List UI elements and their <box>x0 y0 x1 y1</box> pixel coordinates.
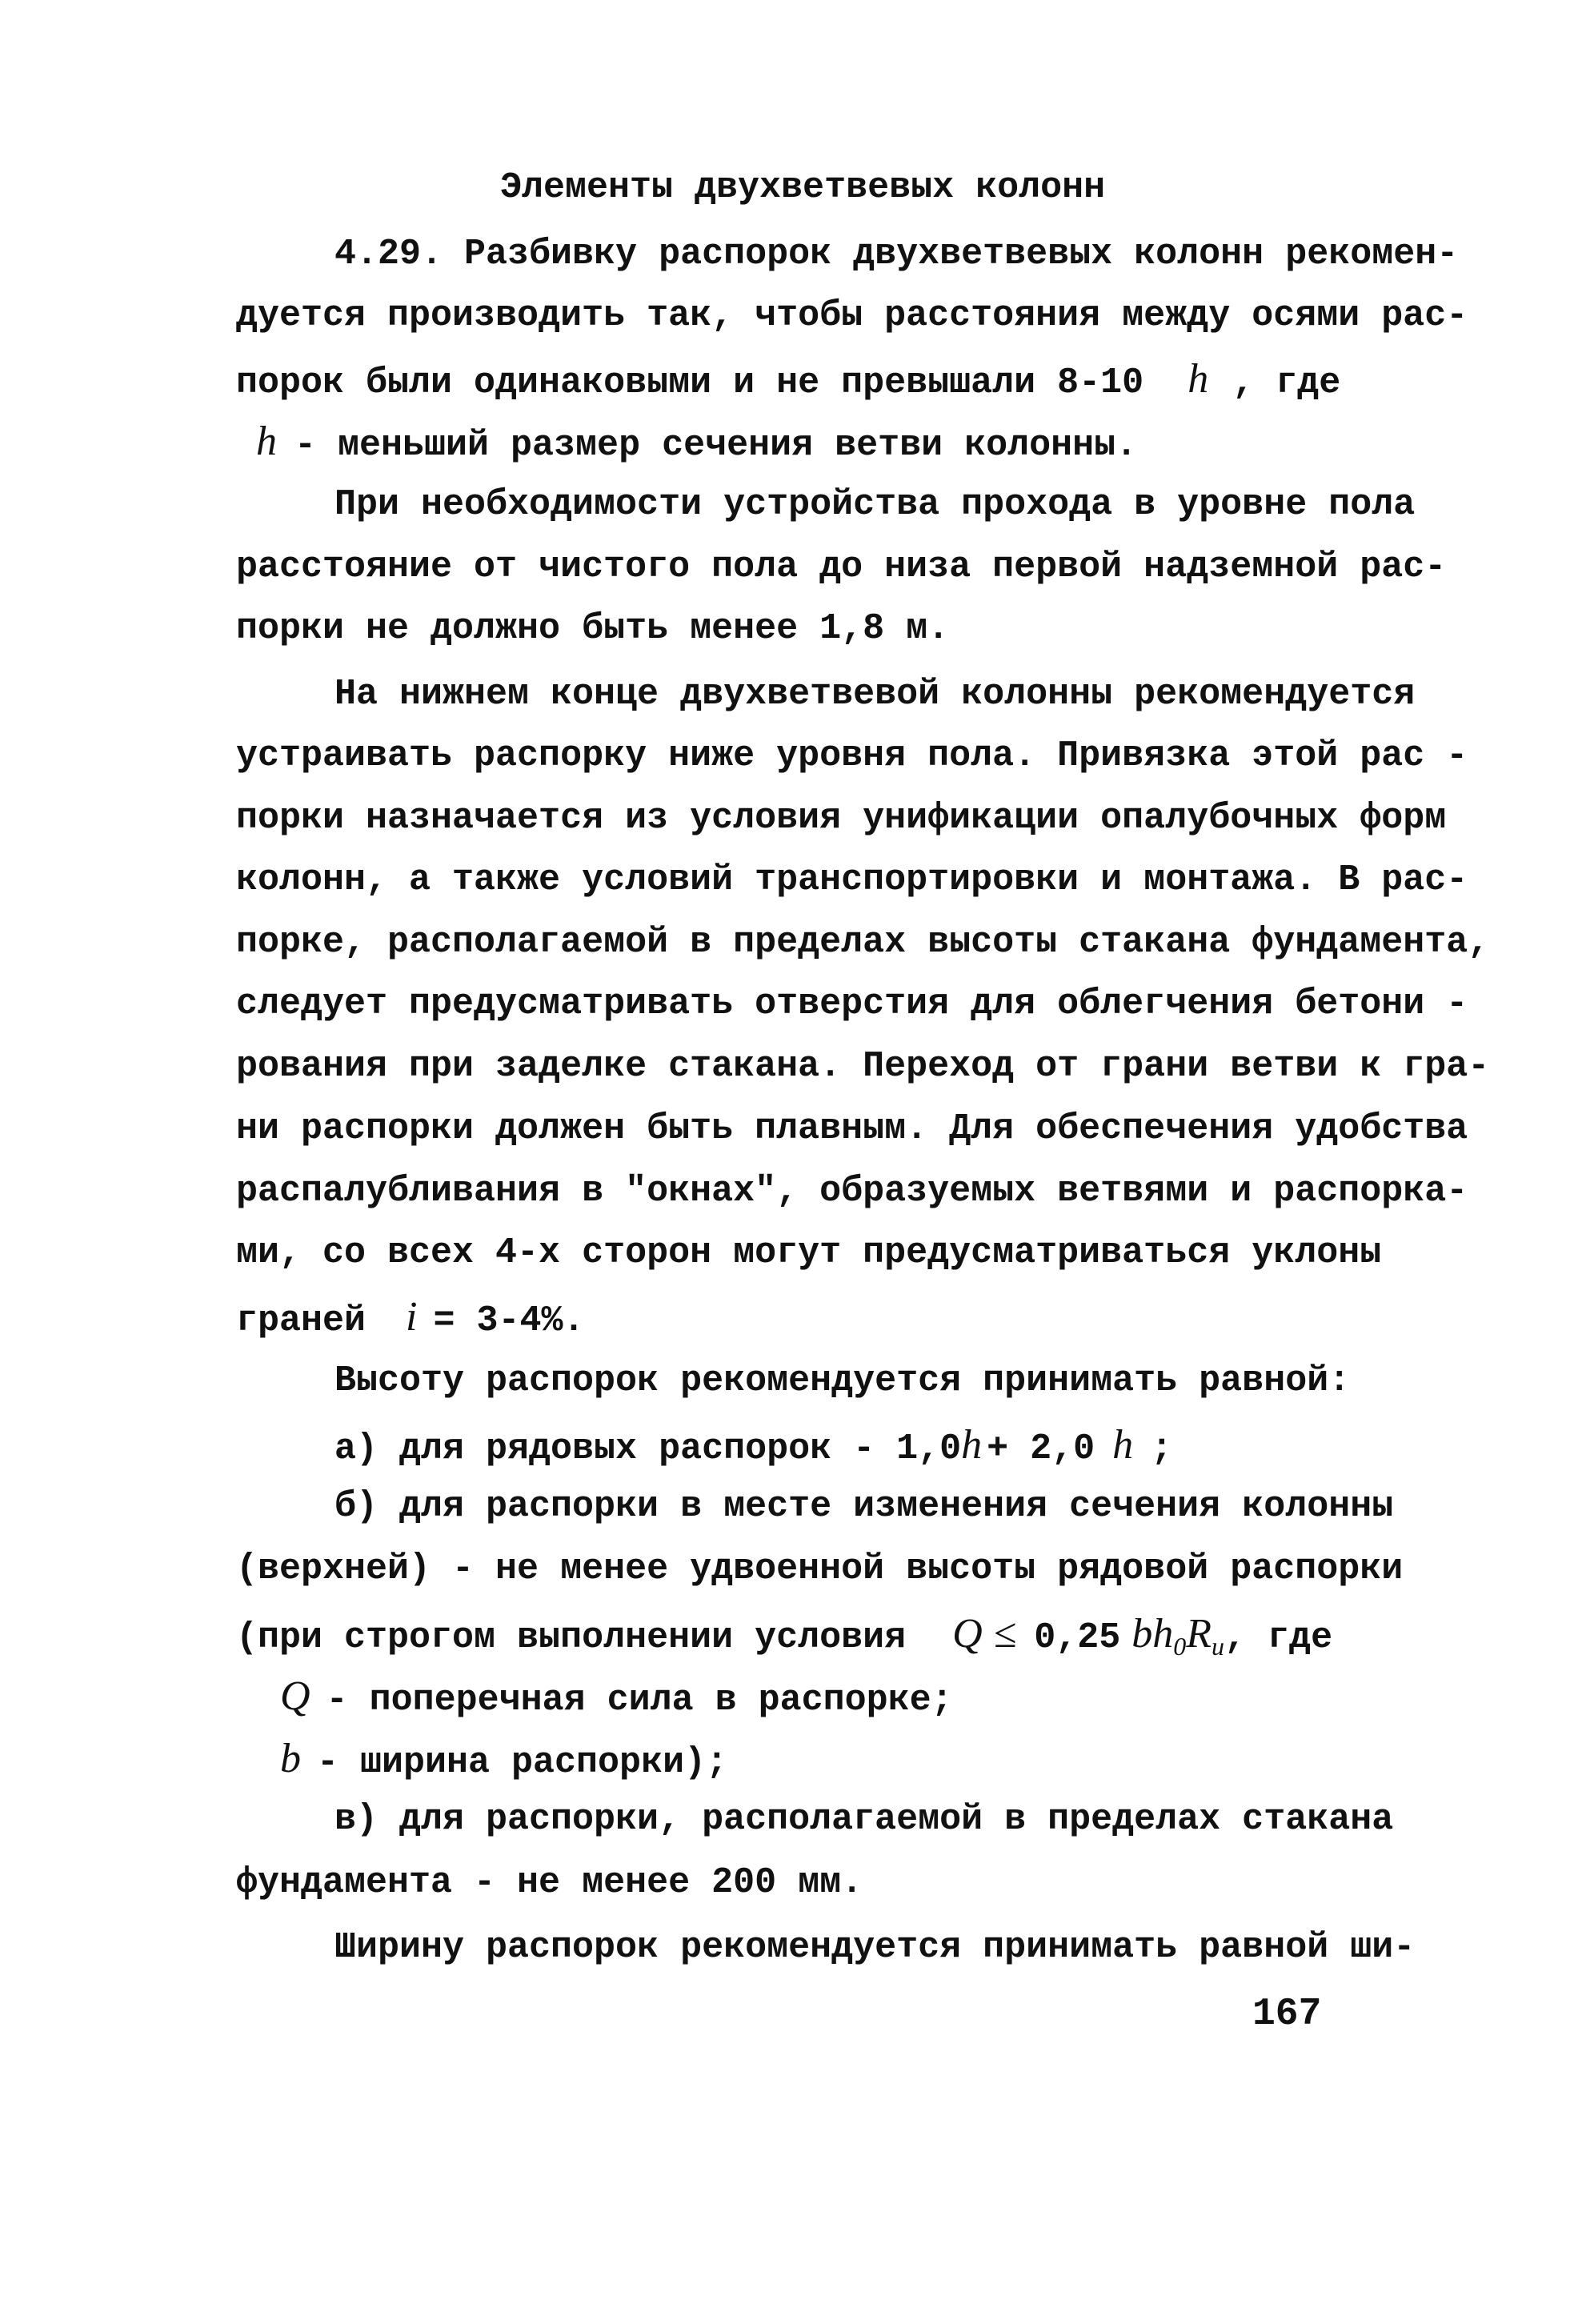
page-number: 167 <box>1252 1993 1322 2036</box>
text-line-18: граней i = 3-4%. <box>236 1294 585 1341</box>
text-line-7: порки не должно быть менее 1,8 м. <box>236 608 950 649</box>
page-title: Элементы двухветвевых колонн <box>500 167 1106 208</box>
text-line-16: распалубливания в "окнах", образуемых ветвями и распорка- <box>236 1171 1468 1212</box>
text-line-6: расстояние от чистого пола до низа первой надземной рас- <box>236 547 1447 587</box>
text-line-11: колонн, а также условий транспортировки и монтажа. В рас- <box>236 859 1468 900</box>
text-line-20: а) для рядовых распорок - 1,0h + 2,0 h ; <box>334 1422 1173 1469</box>
text-line-13: следует предусматривать отверстия для облегчения бетони - <box>236 984 1468 1024</box>
text-line-25: b - ширина распорки); <box>280 1736 728 1783</box>
text-line-23: (при строгом выполнении условия Q ≤ 0,25 $bh_0R_u$, где <box>236 1611 1333 1661</box>
text-line-28: Ширину распорок рекомендуется принимать равной ши- <box>334 1927 1416 1968</box>
text-line-24: Q - поперечная сила в распорке; <box>280 1673 953 1721</box>
text-line-17: ми, со всех 4-х сторон могут предусматриваться уклоны <box>236 1232 1382 1273</box>
text-line-5: При необходимости устройства прохода в уровне пола <box>334 484 1416 525</box>
text-line-14: рования при заделке стакана. Переход от грани ветви к гра- <box>236 1046 1490 1087</box>
text-line-22: (верхней) - не менее удвоенной высоты рядовой распорки <box>236 1549 1404 1589</box>
text-line-9: устраивать распорку ниже уровня пола. Привязка этой рас - <box>236 735 1468 776</box>
text-line-26: в) для распорки, располагаемой в пределах стакана <box>334 1799 1394 1840</box>
text-line-3: порок были одинаковыми и не превышали 8-10 h , где <box>236 356 1341 403</box>
text-line-12: порке, располагаемой в пределах высоты стакана фундамента, <box>236 922 1490 963</box>
text-line-4: h - меньший размер сечения ветви колонны. <box>256 419 1138 466</box>
text-line-27: фундамента - не менее 200 мм. <box>236 1862 863 1903</box>
text-line-2: дуется производить так, чтобы расстояния между осями рас- <box>236 295 1468 336</box>
text-line-8: На нижнем конце двухветвевой колонны рекомендуется <box>334 674 1416 715</box>
text-line-21: б) для распорки в месте изменения сечения колонны <box>334 1486 1394 1527</box>
text-line-1: 4.29. Разбивку распорок двухветвевых колонн рекомен- <box>334 234 1459 274</box>
text-line-19: Высоту распорок рекомендуется принимать равной: <box>334 1360 1351 1401</box>
text-line-15: ни распорки должен быть плавным. Для обеспечения удобства <box>236 1108 1468 1149</box>
text-line-10: порки назначается из условия унификации опалубочных форм <box>236 798 1447 839</box>
